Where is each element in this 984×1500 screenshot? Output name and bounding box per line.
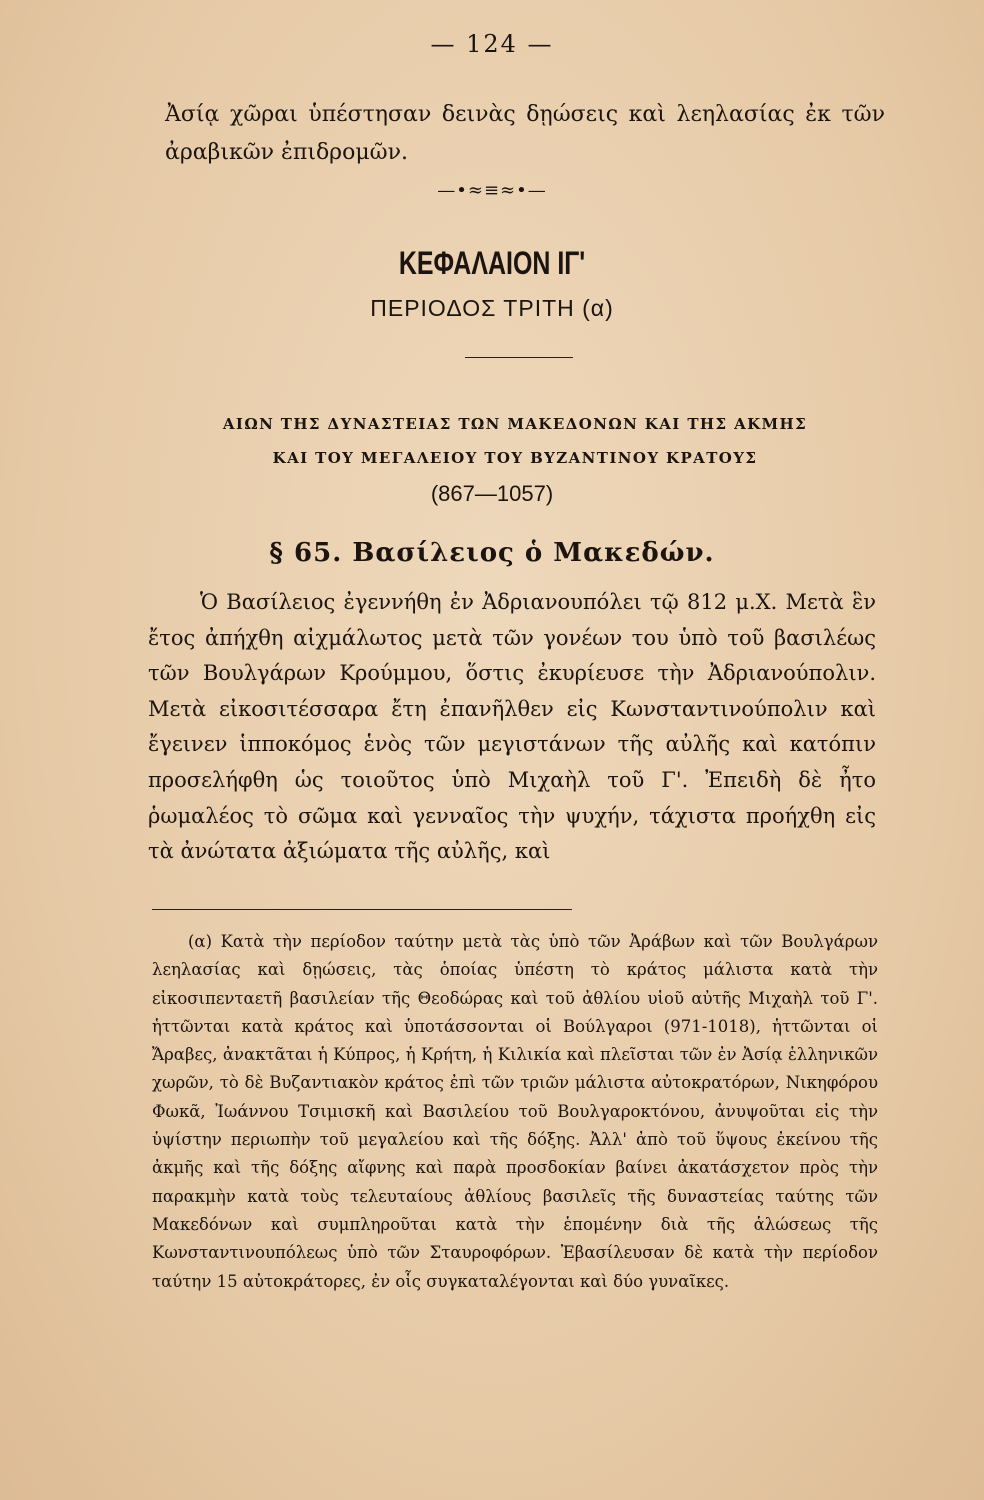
- page-number: — 124 —: [430, 30, 554, 58]
- footnote-paragraph: (α) Κατὰ τὴν περίοδον ταύτην μετὰ τὰς ὑπὸ τῶν Ἀράβων καὶ τῶν Βουλγάρων λεηλασίας καὶ δῃώσεις, τὰς ὁποίας ὑπέστη τὸ κράτος μάλιστα κατὰ τὴν εἰκοσιπενταετῆ βασιλείαν τῆς Θεοδώρας καὶ τοῦ ἀθλίου υἱοῦ αὐτῆς Μιχαὴλ τοῦ Γ'. ἡττῶνται κατὰ κράτος καὶ ὑποτάσσονται οἱ Βούλγαροι (971-1018), ἡττῶνται οἱ Ἄραβες, ἀνακτᾶται ἡ Κύπρος, ἡ Κρήτη, ἡ Κιλικία καὶ πλεῖσται τῶν ἐν Ἀσίᾳ ἑλληνικῶν χωρῶν, τὸ δὲ Βυζαντιακὸν κράτος ἐπὶ τῶν τριῶν μάλιστα αὐτοκρατόρων, Νικηφόρου Φωκᾶ, Ἰωάννου Τσιμισκῆ καὶ Βασιλείου τοῦ Βουλγαροκτόνου, ἀνυψοῦται εἰς τὴν ὑψίστην περιωπὴν τοῦ μεγαλείου καὶ τῆς δόξης. Ἀλλ' ἀπὸ τοῦ ὕψους ἐκείνου τῆς ἀκμῆς καὶ τῆς δόξης αἴφνης καὶ παρὰ προσδοκίαν βαίνει ἀκατάσχετον πρὸς τὴν παρακμὴν κατὰ τοὺς τελευταίους ἀθλίους βασιλεῖς τῆς δυναστείας ταύτης τῶν Μακεδόνων καὶ συμπληροῦται κατὰ τὴν ἑπομένην διὰ τῆς ἁλώσεως τῆς Κωνσταντινουπόλεως ὑπὸ τῶν Σταυροφόρων. Ἐβασίλευσαν δὲ κατὰ τὴν περίοδον ταύτην 15 αὐτοκράτορες, ἐν οἷς συγκαταλέγονται καὶ δύο γυναῖκες.: [152, 932, 878, 1291]
- subtitle-line-2: ΚΑΙ ΤΟΥ ΜΕΓΑΛΕΙΟΥ ΤΟΥ ΒΥΖΑΝΤΙΝΟΥ ΚΡΑΤΟΥΣ: [272, 449, 758, 467]
- footnote-rule: [152, 909, 572, 910]
- subtitle-line-1: ΑΙΩΝ ΤΗΣ ΔΥΝΑΣΤΕΙΑΣ ΤΩΝ ΜΑΚΕΔΟΝΩΝ ΚΑΙ ΤΗΣ ΑΚΜΗΣ: [222, 415, 808, 433]
- footnote: [152, 928, 878, 1296]
- title-rule: [465, 357, 573, 358]
- date-range: (867—1057): [430, 481, 554, 506]
- period-title: ΠΕΡΙΟΔΟΣ ΤΡΙΤΗ (α): [370, 295, 614, 321]
- main-text: [148, 585, 876, 870]
- section-heading: § 65. Βασίλειος ὁ Μακεδών.: [269, 538, 715, 568]
- ornament-divider: —•≈≡≈•—: [437, 180, 547, 201]
- main-paragraph: Ὁ Βασίλειος ἐγεννήθη ἐν Ἀδριανουπόλει τῷ 812 μ.Χ. Μετὰ ἓν ἔτος ἀπήχθη αἰχμάλωτος μετὰ τῶν γονέων του ὑπὸ τοῦ βασιλέως τῶν Βουλγάρων Κρούμμου, ὅστις ἐκυρίευσε τὴν Ἀδριανούπολιν. Μετὰ εἰκοσιτέσσαρα ἔτη ἐπανῆλθεν εἰς Κωνσταντινούπολιν καὶ ἔγεινεν ἱπποκόμος ἑνὸς τῶν μεγιστάνων τῆς αὐλῆς καὶ κατόπιν προσελήφθη ὡς τοιοῦτος ὑπὸ Μιχαὴλ τοῦ Γ'. Ἐπειδὴ δὲ ἦτο ῥωμαλέος τὸ σῶμα καὶ γενναῖος τὴν ψυχήν, τάχιστα προήχθη εἰς τὰ ἀνώτατα ἀξιώματα τῆς αὐλῆς, καὶ: [148, 590, 876, 864]
- carryover-paragraph: Ἀσίᾳ χῶραι ὑπέστησαν δεινὰς δῃώσεις καὶ λεηλασίας ἐκ τῶν ἀραβικῶν ἐπιδρομῶν.: [165, 102, 885, 165]
- chapter-title: ΚΕΦΑΛΑΙΟΝ ΙΓ': [398, 245, 586, 281]
